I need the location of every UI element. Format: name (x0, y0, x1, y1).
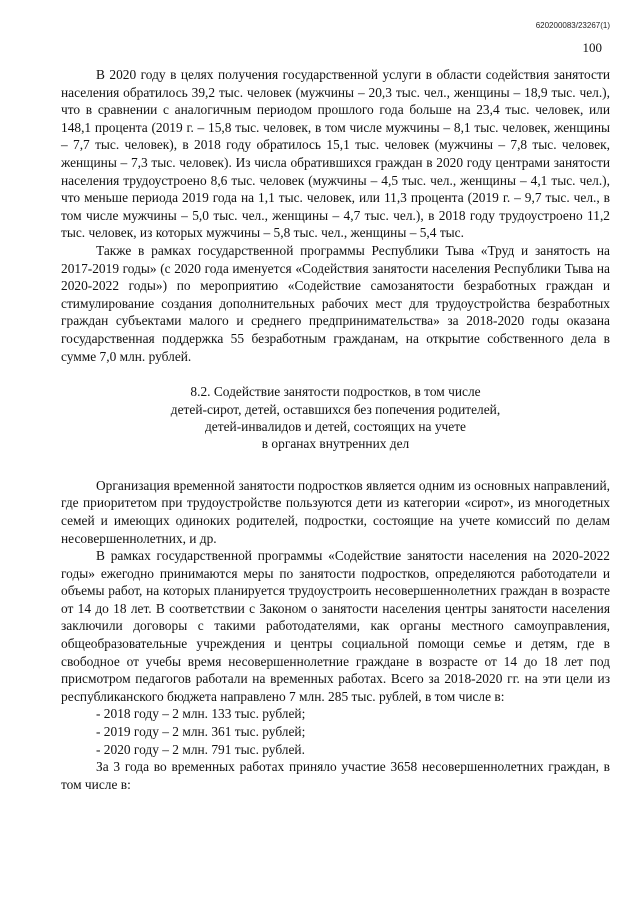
paragraph-teen-employment-organization: Организация временной занятости подростков является одним из основных направлений, где приоритетом при трудоустройстве пользуются дети из категории «сирот», из многодетных семей и имеющих одиноких родителей, подростки, состоящие на учете комиссий по делам несовершеннолетних, и др. (61, 477, 610, 546)
paragraph-appeals-2020: В 2020 году в целях получения государственной услуги в области содействия занятости населения обратилось 39,2 тыс. человек (мужчины – 20,3 тыс. чел., женщины – 18,9 тыс. чел.), что в сравнении с аналогичным периодом прошлого года больше на 23,4 тыс. человек, или 148,1 процента (2019 г. – 15,8 тыс. человек, в том числе мужчины – 8,1 тыс. человек, женщины – 7,7 тыс. человек), в 2018 году обратилось 15,1 тыс. человек (мужчины – 7,8 тыс. человек, женщины – 7,3 тыс. человек). Из числа обратившихся граждан в 2020 году центрами занятости населения трудоустроено 8,6 тыс. человек (мужчины – 4,5 тыс. чел., женщины – 4,1 тыс. чел.), что меньше периода 2019 года на 1,1 тыс. человек, или 11,3 процента (2019 г. – 9,7 тыс. чел., в том числе мужчины – 5,0 тыс. чел., женщины – 4,7 тыс. чел.), в 2018 году трудоустроено 11,2 тыс. человек, из которых мужчины – 5,8 тыс. чел., женщины – 5,4 тыс. (61, 67, 610, 241)
section-heading-line: детей-инвалидов и детей, состоящих на учете (204, 418, 466, 434)
document-id: 620200083/23267(1) (535, 21, 610, 30)
section-heading-line: детей-сирот, детей, оставшихся без попечения родителей, (170, 401, 501, 417)
paragraph-state-program-measures: В рамках государственной программы «Содействие занятости населения на 2020-2022 годы» ежегодно принимаются меры по занятости подростков, определяются работодатели и объемы работ, на которых планируется трудоустроить несовершеннолетних граждан в возрасте от 14 до 18 лет. В соответствии с Законом о занятости населения центры занятости населения заключили договоры с такими работодателями, как органы местного самоуправления, общеобразовательные учреждения и центры социальной помощи семье и детям, где в свободное от учебы время несовершеннолетние граждане в возрасте от 14 до 18 лет под присмотром педагогов работали на временных работах. Всего за 2018-2020 гг. на эти цели из республиканского бюджета направлено 7 млн. 285 тыс. рублей, в том числе в: (61, 548, 610, 704)
section-heading-line: в органах внутренних дел (261, 436, 410, 452)
list-item: - 2019 году – 2 млн. 361 тыс. рублей; (96, 724, 306, 740)
paragraph-participants-total: За 3 года во временных работах приняло участие 3658 несовершеннолетних граждан, в том числе в: (61, 759, 610, 792)
section-heading-line: 8.2. Содействие занятости подростков, в том числе (190, 384, 481, 400)
paragraph-self-employment-support: Также в рамках государственной программы Республики Тыва «Труд и занятость на 2017-2019 годы» (с 2020 года именуется «Содействия занятости населения Республики Тыва на 2020-2022 годы») по мероприятию «Содействие самозанятости безработных граждан и стимулирование создания дополнительных рабочих мест для трудоустройства безработных граждан субъектами малого и среднего предпринимательства» за 2018-2020 годы оказана государственная поддержка 55 безработным гражданам, на открытие собственного дела в сумме 7,0 млн. рублей. (61, 242, 610, 364)
funding-list (61, 705, 610, 758)
page-body (61, 66, 610, 793)
section-heading (61, 383, 610, 453)
page-number: 100 (582, 40, 602, 55)
list-item: - 2018 году – 2 млн. 133 тыс. рублей; (96, 706, 306, 722)
list-item: - 2020 году – 2 млн. 791 тыс. рублей. (96, 741, 305, 757)
